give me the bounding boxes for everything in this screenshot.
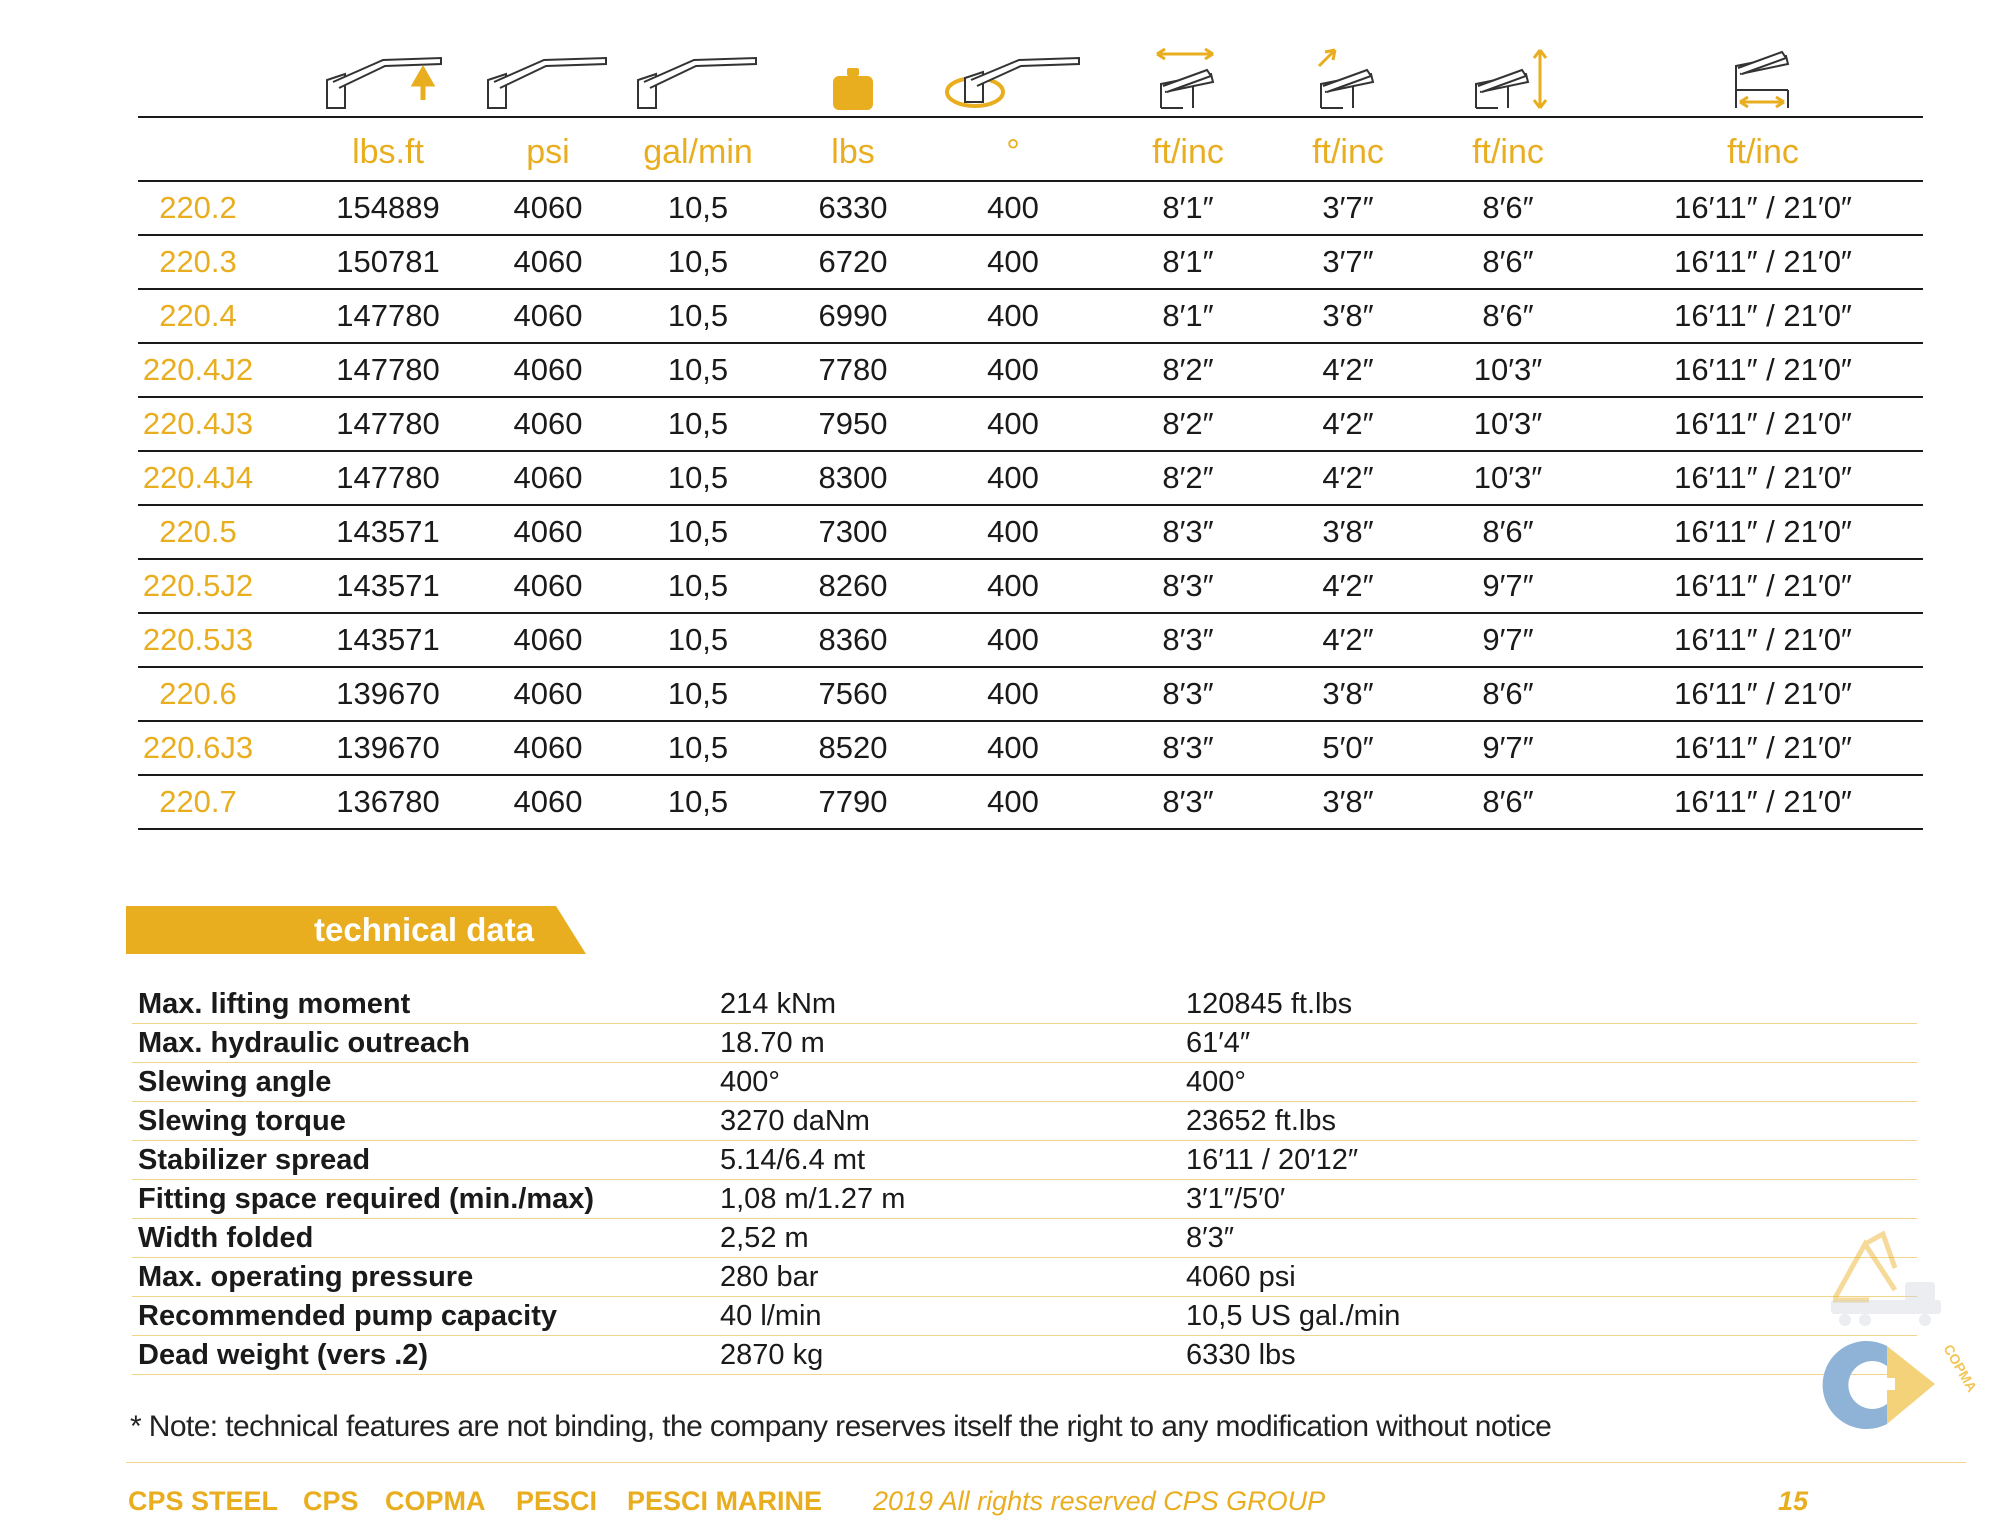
tech-row bbox=[132, 1258, 1917, 1297]
cell-weight: 6330 bbox=[818, 190, 888, 225]
model-name: 220.3 bbox=[159, 244, 237, 279]
lifting-moment-icon bbox=[313, 46, 463, 112]
model-name: 220.4J2 bbox=[142, 352, 254, 387]
slewing-angle-icon bbox=[938, 46, 1088, 112]
cell-slewing-angle: 400 bbox=[987, 298, 1039, 333]
cell-height-vertical: 9′7″ bbox=[1482, 622, 1534, 657]
copma-logo-text: COPMA bbox=[1940, 1341, 1981, 1395]
cell-pressure: 4060 bbox=[513, 190, 583, 225]
unit-header-row bbox=[138, 118, 1923, 182]
cell-slewing-angle: 400 bbox=[987, 676, 1039, 711]
tech-imperial-value: 6330 lbs bbox=[1186, 1339, 1296, 1371]
cell-height-vertical: 8′6″ bbox=[1482, 676, 1534, 711]
footer-brand-pesci: PESCI bbox=[516, 1486, 598, 1516]
cell-width-folded: 8′1″ bbox=[1162, 298, 1214, 333]
technical-data-table bbox=[132, 985, 1917, 1375]
cell-stabilizer-spread: 16′11″ / 21′0″ bbox=[1674, 298, 1852, 333]
spec-table-body bbox=[138, 182, 1923, 830]
tech-row bbox=[132, 1141, 1917, 1180]
cell-height-vertical: 8′6″ bbox=[1482, 298, 1534, 333]
table-row bbox=[138, 722, 1923, 776]
cell-lifting-moment: 150781 bbox=[336, 244, 440, 279]
unit-weight: lbs bbox=[831, 132, 875, 171]
cell-width-folded: 8′3″ bbox=[1162, 730, 1214, 765]
tech-metric-value: 40 l/min bbox=[720, 1300, 822, 1332]
cell-flow: 10,5 bbox=[667, 730, 729, 765]
tech-metric-value: 1,08 m/1.27 m bbox=[720, 1183, 906, 1215]
table-row bbox=[138, 344, 1923, 398]
cell-height-vertical: 10′3″ bbox=[1473, 460, 1543, 495]
tech-row bbox=[132, 1063, 1917, 1102]
tech-metric-value: 18.70 m bbox=[720, 1027, 825, 1059]
cell-flow: 10,5 bbox=[667, 298, 729, 333]
cell-pressure: 4060 bbox=[513, 244, 583, 279]
cell-weight: 6990 bbox=[818, 298, 888, 333]
footer-divider bbox=[126, 1462, 1966, 1463]
cell-flow: 10,5 bbox=[667, 514, 729, 549]
unit-width-folded: ft/inc bbox=[1152, 132, 1224, 171]
cell-stabilizer-spread: 16′11″ / 21′0″ bbox=[1674, 352, 1852, 387]
cell-weight: 8260 bbox=[818, 568, 888, 603]
tech-row bbox=[132, 985, 1917, 1024]
cell-height-vertical: 9′7″ bbox=[1482, 730, 1534, 765]
cell-pressure: 4060 bbox=[513, 406, 583, 441]
tech-metric-value: 2,52 m bbox=[720, 1222, 809, 1254]
cell-flow: 10,5 bbox=[667, 784, 729, 819]
cell-height-vertical: 10′3″ bbox=[1473, 406, 1543, 441]
cell-width-folded: 8′2″ bbox=[1162, 460, 1214, 495]
tech-label: Slewing torque bbox=[138, 1105, 346, 1137]
cell-stabilizer-spread: 16′11″ / 21′0″ bbox=[1674, 190, 1852, 225]
cell-height-folded: 3′8″ bbox=[1322, 784, 1374, 819]
cell-lifting-moment: 154889 bbox=[336, 190, 440, 225]
footer bbox=[128, 1486, 1828, 1526]
footer-brand-cps: CPS bbox=[303, 1486, 359, 1516]
cell-width-folded: 8′3″ bbox=[1162, 514, 1214, 549]
cell-flow: 10,5 bbox=[667, 676, 729, 711]
cell-slewing-angle: 400 bbox=[987, 406, 1039, 441]
cell-width-folded: 8′3″ bbox=[1162, 676, 1214, 711]
cell-height-vertical: 8′6″ bbox=[1482, 784, 1534, 819]
footer-brand-pesci-marine: PESCI MARINE bbox=[627, 1486, 823, 1516]
cell-stabilizer-spread: 16′11″ / 21′0″ bbox=[1674, 460, 1852, 495]
crane-truck-icon bbox=[1825, 1228, 1981, 1428]
cell-slewing-angle: 400 bbox=[987, 730, 1039, 765]
footer-brand-cps-steel: CPS STEEL bbox=[128, 1486, 279, 1516]
cell-height-vertical: 9′7″ bbox=[1482, 568, 1534, 603]
cell-pressure: 4060 bbox=[513, 676, 583, 711]
cell-slewing-angle: 400 bbox=[987, 244, 1039, 279]
width-folded-icon bbox=[1128, 46, 1248, 112]
cell-stabilizer-spread: 16′11″ / 21′0″ bbox=[1674, 622, 1852, 657]
cell-height-folded: 3′7″ bbox=[1322, 190, 1374, 225]
cell-width-folded: 8′2″ bbox=[1162, 406, 1214, 441]
page-number: 15 bbox=[1778, 1486, 1809, 1516]
cell-stabilizer-spread: 16′11″ / 21′0″ bbox=[1674, 514, 1852, 549]
cell-lifting-moment: 143571 bbox=[336, 514, 440, 549]
cell-lifting-moment: 139670 bbox=[336, 730, 440, 765]
tech-label: Max. hydraulic outreach bbox=[138, 1027, 470, 1059]
cell-lifting-moment: 147780 bbox=[336, 406, 440, 441]
model-name: 220.4 bbox=[159, 298, 237, 333]
cell-height-folded: 5′0″ bbox=[1322, 730, 1374, 765]
table-row bbox=[138, 182, 1923, 236]
cell-flow: 10,5 bbox=[667, 190, 729, 225]
table-row bbox=[138, 236, 1923, 290]
model-name: 220.5J2 bbox=[142, 568, 254, 603]
disclaimer-note: * Note: technical features are not binding, the company reserves itself the right to any modification without notice bbox=[130, 1410, 1552, 1443]
cell-slewing-angle: 400 bbox=[987, 568, 1039, 603]
tech-imperial-value: 400° bbox=[1186, 1066, 1246, 1098]
model-name: 220.6 bbox=[159, 676, 237, 711]
model-name: 220.2 bbox=[159, 190, 237, 225]
cell-flow: 10,5 bbox=[667, 352, 729, 387]
cell-weight: 8300 bbox=[818, 460, 888, 495]
cell-weight: 6720 bbox=[818, 244, 888, 279]
tech-label: Dead weight (vers .2) bbox=[138, 1339, 429, 1371]
tech-imperial-value: 61′4″ bbox=[1186, 1027, 1251, 1059]
cell-height-vertical: 8′6″ bbox=[1482, 514, 1534, 549]
cell-height-vertical: 10′3″ bbox=[1473, 352, 1543, 387]
tech-imperial-value: 3′1″/5′0′ bbox=[1186, 1183, 1286, 1215]
cell-pressure: 4060 bbox=[513, 568, 583, 603]
cell-slewing-angle: 400 bbox=[987, 622, 1039, 657]
cell-height-folded: 3′8″ bbox=[1322, 298, 1374, 333]
cell-height-vertical: 8′6″ bbox=[1482, 190, 1534, 225]
tech-metric-value: 3270 daNm bbox=[720, 1105, 870, 1137]
cell-width-folded: 8′3″ bbox=[1162, 622, 1214, 657]
height-folded-icon bbox=[1288, 46, 1408, 112]
cell-stabilizer-spread: 16′11″ / 21′0″ bbox=[1674, 730, 1852, 765]
unit-height-folded: ft/inc bbox=[1312, 132, 1384, 171]
cell-weight: 8360 bbox=[818, 622, 888, 657]
tech-label: Fitting space required (min./max) bbox=[138, 1183, 595, 1215]
cell-height-folded: 4′2″ bbox=[1322, 460, 1374, 495]
tech-label: Stabilizer spread bbox=[138, 1144, 371, 1176]
cell-flow: 10,5 bbox=[667, 406, 729, 441]
technical-data-title: technical data bbox=[314, 911, 535, 948]
cell-weight: 7950 bbox=[818, 406, 888, 441]
cell-weight: 7560 bbox=[818, 676, 888, 711]
tech-metric-value: 5.14/6.4 mt bbox=[720, 1144, 866, 1176]
cell-slewing-angle: 400 bbox=[987, 514, 1039, 549]
tech-row bbox=[132, 1336, 1917, 1375]
cell-height-folded: 3′7″ bbox=[1322, 244, 1374, 279]
table-row bbox=[138, 452, 1923, 506]
model-name: 220.5 bbox=[159, 514, 237, 549]
model-name: 220.5J3 bbox=[142, 622, 254, 657]
tech-label: Max. lifting moment bbox=[138, 988, 411, 1020]
cell-flow: 10,5 bbox=[667, 568, 729, 603]
cell-pressure: 4060 bbox=[513, 622, 583, 657]
cell-stabilizer-spread: 16′11″ / 21′0″ bbox=[1674, 244, 1852, 279]
tech-metric-value: 400° bbox=[720, 1066, 780, 1098]
cell-height-vertical: 8′6″ bbox=[1482, 244, 1534, 279]
model-name: 220.6J3 bbox=[142, 730, 254, 765]
unit-slewing-angle: ° bbox=[1006, 132, 1020, 171]
cell-pressure: 4060 bbox=[513, 298, 583, 333]
tech-label: Recommended pump capacity bbox=[138, 1300, 557, 1332]
table-row bbox=[138, 398, 1923, 452]
cell-flow: 10,5 bbox=[667, 622, 729, 657]
tech-imperial-value: 120845 ft.lbs bbox=[1186, 988, 1353, 1020]
tech-row bbox=[132, 1297, 1917, 1336]
height-folded-vertical-icon bbox=[1448, 46, 1568, 112]
cell-stabilizer-spread: 16′11″ / 21′0″ bbox=[1674, 568, 1852, 603]
crane-flow-icon bbox=[628, 46, 768, 112]
cell-pressure: 4060 bbox=[513, 784, 583, 819]
cell-height-folded: 4′2″ bbox=[1322, 568, 1374, 603]
cell-width-folded: 8′1″ bbox=[1162, 244, 1214, 279]
cell-height-folded: 3′8″ bbox=[1322, 514, 1374, 549]
cell-stabilizer-spread: 16′11″ / 21′0″ bbox=[1674, 406, 1852, 441]
cell-width-folded: 8′3″ bbox=[1162, 784, 1214, 819]
cell-weight: 7780 bbox=[818, 352, 888, 387]
cell-stabilizer-spread: 16′11″ / 21′0″ bbox=[1674, 676, 1852, 711]
cell-slewing-angle: 400 bbox=[987, 784, 1039, 819]
tech-row bbox=[132, 1219, 1917, 1258]
table-row bbox=[138, 614, 1923, 668]
tech-row bbox=[132, 1102, 1917, 1141]
spec-table bbox=[138, 40, 1923, 830]
cell-slewing-angle: 400 bbox=[987, 352, 1039, 387]
unit-pressure: psi bbox=[526, 132, 570, 171]
tech-imperial-value: 23652 ft.lbs bbox=[1186, 1105, 1336, 1137]
unit-stabilizer-spread: ft/inc bbox=[1727, 132, 1799, 171]
cell-weight: 8520 bbox=[818, 730, 888, 765]
model-name: 220.4J3 bbox=[142, 406, 254, 441]
cell-width-folded: 8′1″ bbox=[1162, 190, 1214, 225]
model-name: 220.7 bbox=[159, 784, 237, 819]
cell-flow: 10,5 bbox=[667, 460, 729, 495]
cell-width-folded: 8′3″ bbox=[1162, 568, 1214, 603]
cell-slewing-angle: 400 bbox=[987, 460, 1039, 495]
tech-metric-value: 2870 kg bbox=[720, 1339, 824, 1371]
cell-weight: 7300 bbox=[818, 514, 888, 549]
unit-height-vertical: ft/inc bbox=[1472, 132, 1544, 171]
cell-stabilizer-spread: 16′11″ / 21′0″ bbox=[1674, 784, 1852, 819]
unit-flow: gal/min bbox=[643, 132, 753, 171]
cell-pressure: 4060 bbox=[513, 514, 583, 549]
tech-row bbox=[132, 1024, 1917, 1063]
cell-height-folded: 3′8″ bbox=[1322, 676, 1374, 711]
tech-row bbox=[132, 1180, 1917, 1219]
cell-height-folded: 4′2″ bbox=[1322, 352, 1374, 387]
cell-height-folded: 4′2″ bbox=[1322, 622, 1374, 657]
technical-data-banner bbox=[126, 906, 586, 954]
crane-pressure-icon bbox=[483, 46, 613, 112]
stabilizer-spread-icon bbox=[1703, 46, 1823, 112]
tech-imperial-value: 4060 psi bbox=[1186, 1261, 1296, 1293]
cell-width-folded: 8′2″ bbox=[1162, 352, 1214, 387]
cell-lifting-moment: 147780 bbox=[336, 460, 440, 495]
tech-label: Slewing angle bbox=[138, 1066, 332, 1098]
cell-lifting-moment: 147780 bbox=[336, 352, 440, 387]
copma-logo bbox=[1825, 1228, 1981, 1428]
cell-pressure: 4060 bbox=[513, 730, 583, 765]
tech-imperial-value: 10,5 US gal./min bbox=[1186, 1300, 1401, 1332]
footer-copyright: 2019 All rights reserved CPS GROUP bbox=[873, 1486, 1326, 1516]
table-row bbox=[138, 668, 1923, 722]
tech-metric-value: 214 kNm bbox=[720, 988, 837, 1020]
cell-pressure: 4060 bbox=[513, 460, 583, 495]
tech-label: Width folded bbox=[138, 1222, 314, 1254]
tech-metric-value: 280 bar bbox=[720, 1261, 819, 1293]
model-name: 220.4J4 bbox=[142, 460, 254, 495]
cell-lifting-moment: 147780 bbox=[336, 298, 440, 333]
weight-icon bbox=[788, 46, 918, 112]
tech-label: Max. operating pressure bbox=[138, 1261, 474, 1293]
cell-lifting-moment: 143571 bbox=[336, 622, 440, 657]
cell-height-folded: 4′2″ bbox=[1322, 406, 1374, 441]
table-row bbox=[138, 290, 1923, 344]
cell-lifting-moment: 143571 bbox=[336, 568, 440, 603]
icon-header-row bbox=[138, 40, 1923, 118]
tech-imperial-value: 16′11 / 20′12″ bbox=[1186, 1144, 1359, 1176]
cell-flow: 10,5 bbox=[667, 244, 729, 279]
cell-lifting-moment: 139670 bbox=[336, 676, 440, 711]
cell-lifting-moment: 136780 bbox=[336, 784, 440, 819]
cell-slewing-angle: 400 bbox=[987, 190, 1039, 225]
table-row bbox=[138, 506, 1923, 560]
tech-imperial-value: 8′3″ bbox=[1186, 1222, 1234, 1254]
unit-lifting-moment: lbs.ft bbox=[352, 132, 424, 171]
table-row bbox=[138, 776, 1923, 830]
table-row bbox=[138, 560, 1923, 614]
footer-brand-copma: COPMA bbox=[385, 1486, 486, 1516]
cell-weight: 7790 bbox=[818, 784, 888, 819]
cell-pressure: 4060 bbox=[513, 352, 583, 387]
